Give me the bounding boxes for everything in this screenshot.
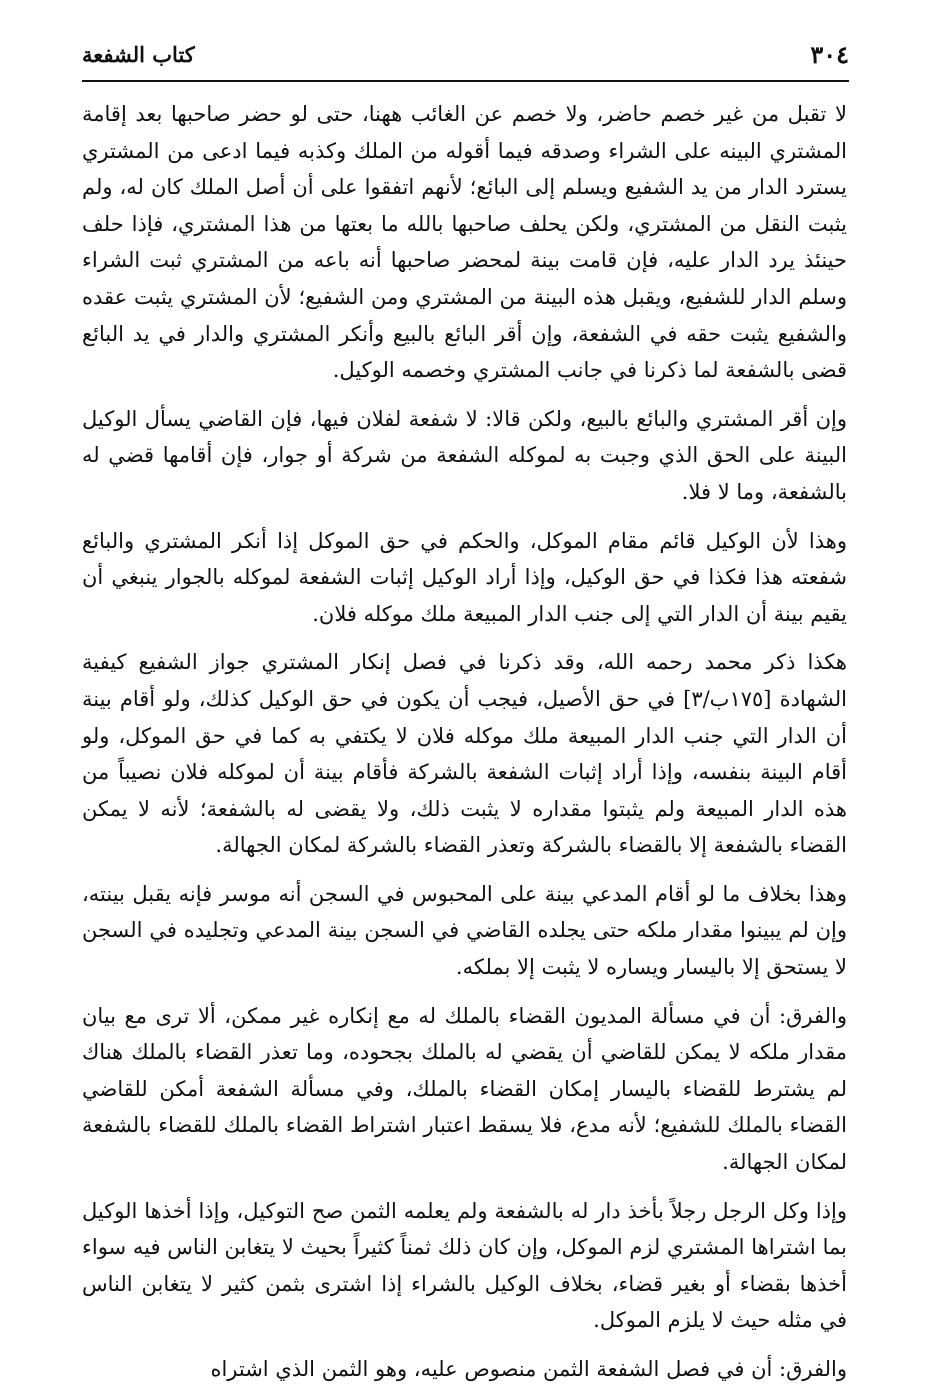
- body-text: [82, 96, 847, 1400]
- page-number: ٣٠٤: [810, 40, 849, 69]
- paragraph: هكذا ذكر محمد رحمه الله، وقد ذكرنا في فصل إنكار المشتري جواز الشفيع كيفية الشهادة [١٧٥ب/٣] في حق الأصيل، فيجب أن يكون في حق الوكيل كذلك، ولو أقام بينة أن الدار التي جنب الدار المبيعة ملك موكله فلان لا يكتفي به كما في حق الموكل، ولو أقام البينة بنفسه، وإذا أراد إثبات الشفعة بالشركة فأقام بينة أن لموكله فلان نصيباً من هذه الدار المبيعة ولم يثبتوا مقداره لا يثبت ذلك، ولا يقضى له بالشفعة؛ لأنه لا يمكن القضاء بالشفعة إلا بالقضاء بالشركة وتعذر القضاء بالشركة لمكان الجهالة.: [82, 650, 847, 858]
- paragraph: وإن أقر المشتري والبائع بالبيع، ولكن قالا: لا شفعة لفلان فيها، فإن القاضي يسأل الوكيل البينة على الحق الذي وجبت به لموكله الشفعة من شركة أو جوار، فإن أقامها قضي له بالشفعة، وما لا فلا.: [82, 406, 847, 504]
- paragraph: والفرق: أن في مسألة المديون القضاء بالملك له مع إنكاره غير ممكن، ألا ترى مع بيان مقدار ملكه لا يمكن للقاضي أن يقضي له بالملك بجحوده، وما تعذر القضاء بالملك هناك لم يشترط للقضاء باليسار إمكان القضاء بالملك، وفي مسألة الشفعة أمكن للقاضي القضاء بالملك للشفيع؛ لأنه مدع، فلا يسقط اعتبار اشتراط القضاء بالملك للقضاء بالشفعة لمكان الجهالة.: [82, 1003, 847, 1175]
- paragraph: وإذا وكل الرجل رجلاً بأخذ دار له بالشفعة ولم يعلمه الثمن صح التوكيل، وإذا أخذها الوكيل بما اشتراها المشتري لزم الموكل، وإن كان ذلك ثمناً كثيراً بحيث لا يتغابن الناس فيه سواء أخذها بقضاء أو بغير قضاء، بخلاف الوكيل بالشراء إذا اشترى بثمن كثير لا يتغابن الناس في مثله حيث لا يلزم الموكل.: [82, 1198, 847, 1333]
- book-title: كتاب الشفعة: [82, 42, 195, 67]
- paragraph: لا تقبل من غير خصم حاضر، ولا خصم عن الغائب ههنا، حتى لو حضر صاحبها بعد إقامة المشتري البينه على الشراء وصدقه فيما أقوله من الملك وكذبه فيما ادعى من المشتري يسترد الدار من يد الشفيع ويسلم إلى البائع؛ لأنهم اتفقوا على أن أصل الملك كان له، ولم يثبت النقل من المشتري، ولكن يحلف صاحبها بالله ما بعتها من هذا المشتري، فإذا حلف حينئذ يرد الدار عليه، فإن قامت بينة لمحضر صاحبها أنه باعه من المشتري ثبت الشراء وسلم الدار للشفيع، ويقبل هذه البينة من المشتري ومن الشفيع؛ لأن المشتري يثبت عقده والشفيع يثبت حقه في الشفعة، وإن أقر البائع بالبيع وأنكر المشتري والدار في يد البائع قضى بالشفعة لما ذكرنا في جانب المشتري وخصمه الوكيل.: [82, 102, 847, 383]
- paragraph: والفرق: أن في فصل الشفعة الثمن منصوص عليه، وهو الثمن الذي اشتراه: [210, 1357, 847, 1381]
- paragraph: وهذا بخلاف ما لو أقام المدعي بينة على المحبوس في السجن أنه موسر فإنه يقبل بينته، وإن لم يبينوا مقدار ملكه حتى يجلده القاضي في السجن بينة المدعي وتجليده في السجن لا يستحق إلا باليسار ويساره لا يثبت إلا بملكه.: [82, 881, 847, 980]
- paragraph: وهذا لأن الوكيل قائم مقام الموكل، والحكم في حق الموكل إذا أنكر المشتري والبائع شفعته هذا فكذا في حق الوكيل، وإذا أراد الوكيل إثبات الشفعة لموكله بالجوار ينبغي أن يقيم بينة أن الدار التي إلى جنب الدار المبيعة ملك موكله فلان.: [82, 528, 847, 626]
- page-header: [82, 38, 849, 82]
